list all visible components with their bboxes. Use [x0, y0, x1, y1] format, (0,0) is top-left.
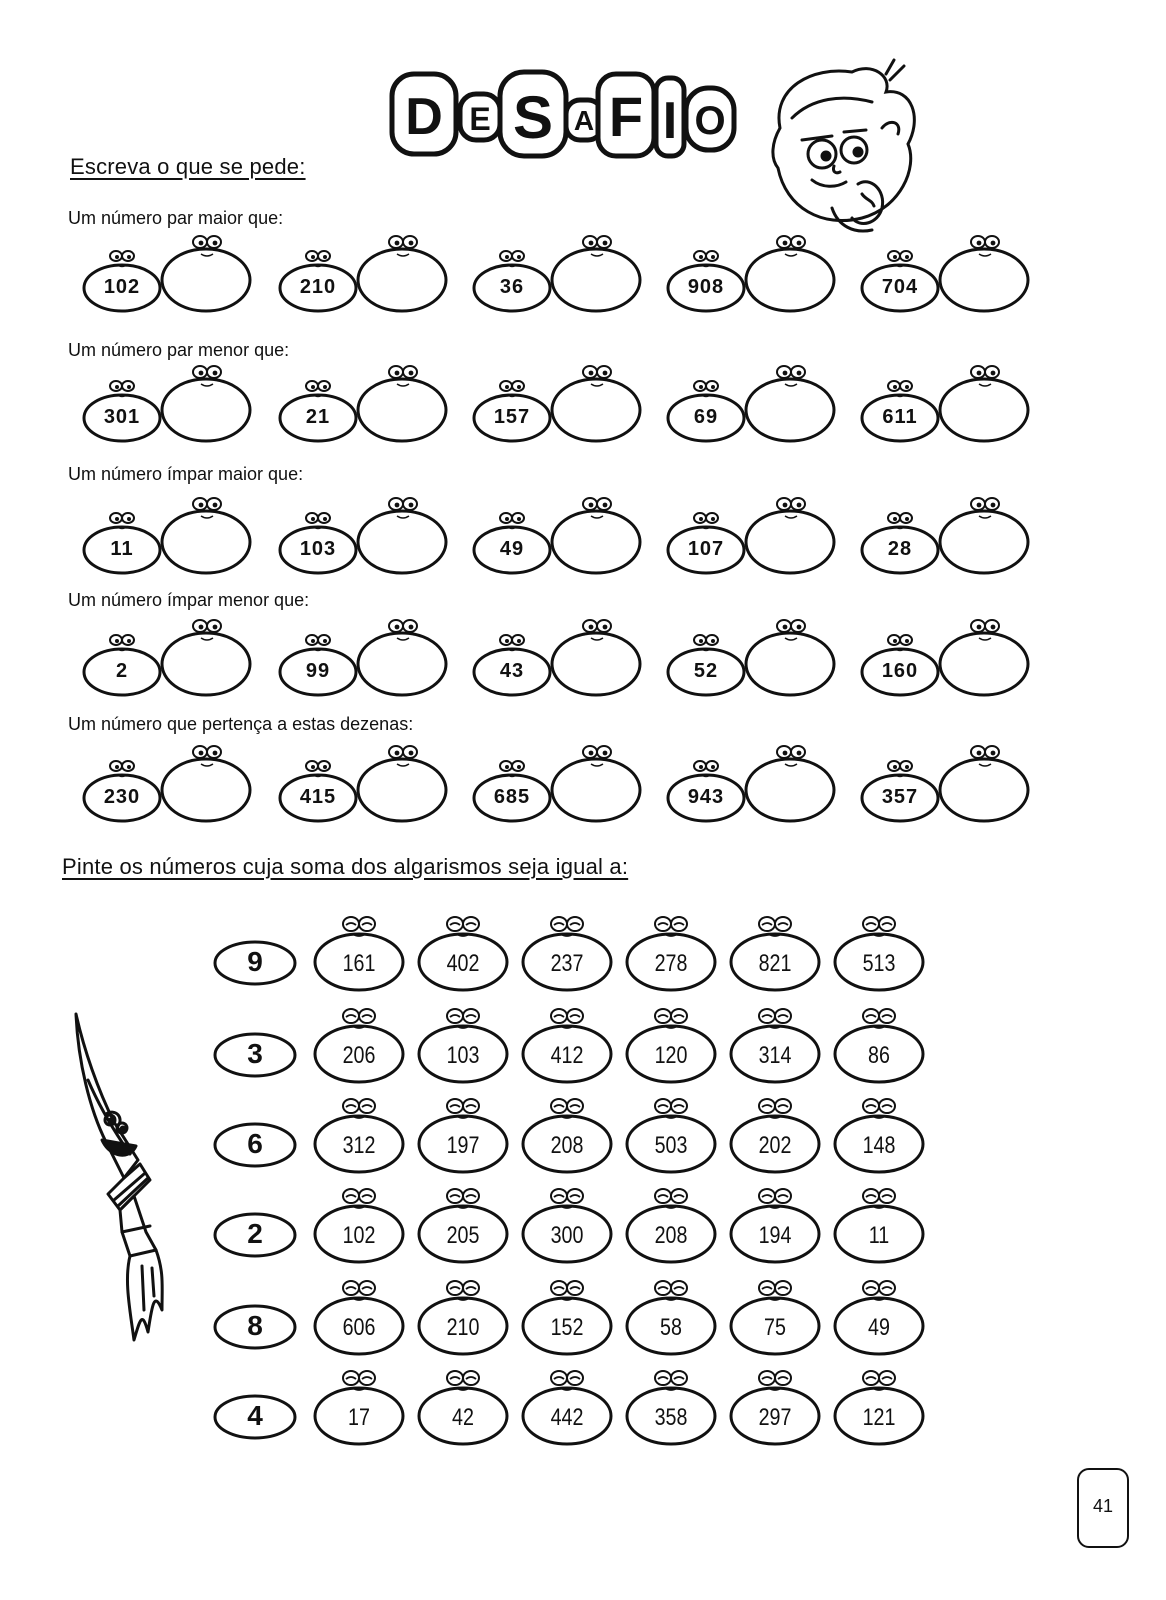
exercise-row: [80, 742, 1060, 824]
number-cell[interactable]: 161: [311, 906, 407, 992]
face-bubble-icon: [311, 906, 407, 992]
sum-row: [213, 1270, 973, 1356]
number-cell[interactable]: 210: [415, 1270, 511, 1356]
title-logo-icon: [388, 68, 738, 160]
number-pair: [80, 616, 260, 698]
svg-text:O: O: [694, 99, 726, 143]
given-number: 36: [499, 276, 525, 298]
given-number: 943: [687, 786, 725, 808]
given-number: 52: [693, 660, 719, 682]
svg-text:S: S: [512, 84, 554, 151]
number-cell[interactable]: 11: [831, 1178, 927, 1264]
number-cell[interactable]: 314: [727, 998, 823, 1084]
given-number: 69: [693, 406, 719, 428]
number-cell[interactable]: 103: [415, 998, 511, 1084]
face-bubble-icon: [727, 1360, 823, 1446]
svg-text:D: D: [405, 88, 443, 146]
page-number: 41: [1092, 1496, 1114, 1516]
given-number: 11: [110, 538, 134, 560]
boy-thinking-icon: [762, 58, 934, 240]
face-bubble-icon: [519, 906, 615, 992]
answer-bubble[interactable]: [556, 518, 638, 572]
number-cell[interactable]: 42: [415, 1360, 511, 1446]
given-number: 611: [882, 406, 918, 428]
exercise-row: [80, 616, 1060, 698]
number-pair: [858, 494, 1038, 576]
number-pair: [664, 232, 844, 314]
given-number: 103: [299, 538, 337, 560]
sum-row: [213, 906, 973, 992]
given-number: 301: [103, 406, 141, 428]
answer-bubble[interactable]: [750, 640, 832, 694]
number-cell[interactable]: 58: [623, 1270, 719, 1356]
answer-bubble[interactable]: [750, 256, 832, 310]
title-logo: [388, 68, 738, 160]
group-label: Um número ímpar maior que:: [68, 464, 304, 484]
face-bubble-icon: [415, 1178, 511, 1264]
number-cell[interactable]: 148: [831, 1088, 927, 1174]
answer-bubble[interactable]: [166, 766, 248, 820]
svg-text:E: E: [469, 101, 491, 137]
number-cell[interactable]: 197: [415, 1088, 511, 1174]
exercise-row: [80, 362, 1060, 444]
number-pair: [80, 742, 260, 824]
section1-heading: Escreva o que se pede:: [70, 154, 306, 179]
face-bubble-icon: [727, 906, 823, 992]
face-bubble-icon: [519, 998, 615, 1084]
number-cell[interactable]: 202: [727, 1088, 823, 1174]
answer-bubble[interactable]: [362, 766, 444, 820]
number-cell[interactable]: 49: [831, 1270, 927, 1356]
face-bubble-icon: [623, 1270, 719, 1356]
number-pair: [858, 616, 1038, 698]
number-pair: [276, 494, 456, 576]
exercise-row: [80, 494, 1060, 576]
number-pair: [276, 742, 456, 824]
number-cell[interactable]: 412: [519, 998, 615, 1084]
answer-bubble[interactable]: [166, 386, 248, 440]
number-pair: [664, 494, 844, 576]
number-cell[interactable]: 120: [623, 998, 719, 1084]
svg-text:F: F: [608, 85, 644, 148]
number-pair: [276, 232, 456, 314]
face-bubble-icon: [519, 1088, 615, 1174]
given-number: 49: [499, 538, 525, 560]
answer-bubble[interactable]: [362, 386, 444, 440]
target-sum: 9: [213, 940, 297, 986]
svg-text:A: A: [573, 105, 595, 136]
given-number: 230: [103, 786, 141, 808]
number-cell[interactable]: 821: [727, 906, 823, 992]
face-bubble-icon: [519, 1178, 615, 1264]
given-number: 357: [881, 786, 919, 808]
face-bubble-icon: [623, 1178, 719, 1264]
svg-text:I: I: [662, 92, 678, 150]
number-cell[interactable]: 402: [415, 906, 511, 992]
number-cell[interactable]: 300: [519, 1178, 615, 1264]
number-cell[interactable]: 194: [727, 1178, 823, 1264]
face-bubble-icon: [623, 906, 719, 992]
given-number: 704: [881, 276, 919, 298]
number-cell[interactable]: 75: [727, 1270, 823, 1356]
answer-bubble[interactable]: [750, 386, 832, 440]
number-cell[interactable]: 152: [519, 1270, 615, 1356]
given-number: 21: [305, 406, 331, 428]
answer-bubble[interactable]: [362, 518, 444, 572]
number-cell[interactable]: 358: [623, 1360, 719, 1446]
face-bubble-icon: [831, 998, 927, 1084]
face-bubble-icon: [831, 1360, 927, 1446]
given-number: 102: [103, 276, 141, 298]
face-bubble-icon: [415, 1270, 511, 1356]
answer-bubble[interactable]: [362, 256, 444, 310]
face-bubble-icon: [623, 1088, 719, 1174]
target-sum: 4: [213, 1394, 297, 1440]
face-bubble-icon: [519, 1360, 615, 1446]
target-sum: 8: [213, 1304, 297, 1350]
number-cell[interactable]: 208: [519, 1088, 615, 1174]
answer-bubble[interactable]: [944, 640, 1026, 694]
face-bubble-icon: [623, 998, 719, 1084]
given-number: 99: [305, 660, 331, 682]
group-label: Um número par maior que:: [68, 208, 284, 228]
face-bubble-icon: [727, 998, 823, 1084]
page-number-box: [1077, 1468, 1129, 1548]
boy-illustration: [762, 58, 934, 240]
number-cell[interactable]: 102: [311, 1178, 407, 1264]
answer-bubble[interactable]: [556, 256, 638, 310]
answer-bubble[interactable]: [944, 518, 1026, 572]
face-bubble-icon: [415, 1088, 511, 1174]
target-sum: 6: [213, 1122, 297, 1168]
section2-heading: Pinte os números cuja soma dos algarismos seja igual a:: [62, 854, 629, 879]
number-pair: [858, 742, 1038, 824]
number-cell[interactable]: 206: [311, 998, 407, 1084]
number-pair: [664, 362, 844, 444]
number-cell[interactable]: 442: [519, 1360, 615, 1446]
answer-bubble[interactable]: [944, 386, 1026, 440]
paintbrush-illustration: [64, 1010, 184, 1360]
given-number: 210: [299, 276, 337, 298]
group-label: Um número par menor que:: [68, 340, 290, 360]
number-cell[interactable]: 17: [311, 1360, 407, 1446]
face-bubble-icon: [831, 906, 927, 992]
paintbrush-icon: [64, 1010, 184, 1360]
sum-row: [213, 1178, 973, 1264]
answer-bubble[interactable]: [166, 256, 248, 310]
given-number: 908: [687, 276, 725, 298]
face-bubble-icon: [831, 1270, 927, 1356]
face-bubble-icon: [727, 1178, 823, 1264]
face-bubble-icon: [727, 1270, 823, 1356]
number-pair: [276, 362, 456, 444]
sum-row: [213, 998, 973, 1084]
answer-bubble[interactable]: [944, 256, 1026, 310]
face-bubble-icon: [415, 906, 511, 992]
number-cell[interactable]: 278: [623, 906, 719, 992]
face-bubble-icon: [831, 1178, 927, 1264]
face-bubble-icon: [311, 1270, 407, 1356]
number-pair: [470, 232, 650, 314]
target-sum: 3: [213, 1032, 297, 1078]
answer-bubble[interactable]: [556, 386, 638, 440]
face-bubble-icon: [311, 1360, 407, 1446]
face-bubble-icon: [519, 1270, 615, 1356]
number-pair: [470, 494, 650, 576]
answer-bubble[interactable]: [362, 640, 444, 694]
face-bubble-icon: [415, 1360, 511, 1446]
given-number: 2: [115, 660, 129, 682]
number-cell[interactable]: 205: [415, 1178, 511, 1264]
given-number: 415: [299, 786, 337, 808]
group-label: Um número que pertença a estas dezenas:: [68, 714, 414, 734]
number-cell[interactable]: 86: [831, 998, 927, 1084]
face-bubble-icon: [727, 1088, 823, 1174]
number-cell[interactable]: 297: [727, 1360, 823, 1446]
sum-row: [213, 1088, 973, 1174]
exercise-row: [80, 232, 1060, 314]
number-pair: [470, 616, 650, 698]
number-cell[interactable]: 208: [623, 1178, 719, 1264]
face-bubble-icon: [311, 1088, 407, 1174]
number-cell[interactable]: 312: [311, 1088, 407, 1174]
answer-bubble[interactable]: [750, 766, 832, 820]
given-number: 43: [499, 660, 525, 682]
answer-bubble[interactable]: [556, 766, 638, 820]
answer-bubble[interactable]: [556, 640, 638, 694]
sum-row: [213, 1360, 973, 1446]
number-pair: [858, 232, 1038, 314]
number-pair: [470, 362, 650, 444]
number-pair: [80, 362, 260, 444]
given-number: 157: [493, 406, 531, 428]
answer-bubble[interactable]: [166, 640, 248, 694]
number-pair: [80, 494, 260, 576]
answer-bubble[interactable]: [750, 518, 832, 572]
answer-bubble[interactable]: [944, 766, 1026, 820]
group-label: Um número ímpar menor que:: [68, 590, 310, 610]
face-bubble-icon: [311, 1178, 407, 1264]
number-cell[interactable]: 606: [311, 1270, 407, 1356]
number-cell[interactable]: 503: [623, 1088, 719, 1174]
number-pair: [858, 362, 1038, 444]
face-bubble-icon: [831, 1088, 927, 1174]
number-cell[interactable]: 237: [519, 906, 615, 992]
number-cell[interactable]: 121: [831, 1360, 927, 1446]
face-bubble-icon: [415, 998, 511, 1084]
number-pair: [80, 232, 260, 314]
given-number: 107: [687, 538, 725, 560]
given-number: 160: [881, 660, 919, 682]
given-number: 685: [493, 786, 531, 808]
face-bubble-icon: [311, 998, 407, 1084]
target-sum: 2: [213, 1212, 297, 1258]
given-number: 28: [887, 538, 913, 560]
number-cell[interactable]: 513: [831, 906, 927, 992]
face-bubble-icon: [623, 1360, 719, 1446]
number-pair: [470, 742, 650, 824]
number-pair: [664, 742, 844, 824]
number-pair: [664, 616, 844, 698]
answer-bubble[interactable]: [166, 518, 248, 572]
number-pair: [276, 616, 456, 698]
